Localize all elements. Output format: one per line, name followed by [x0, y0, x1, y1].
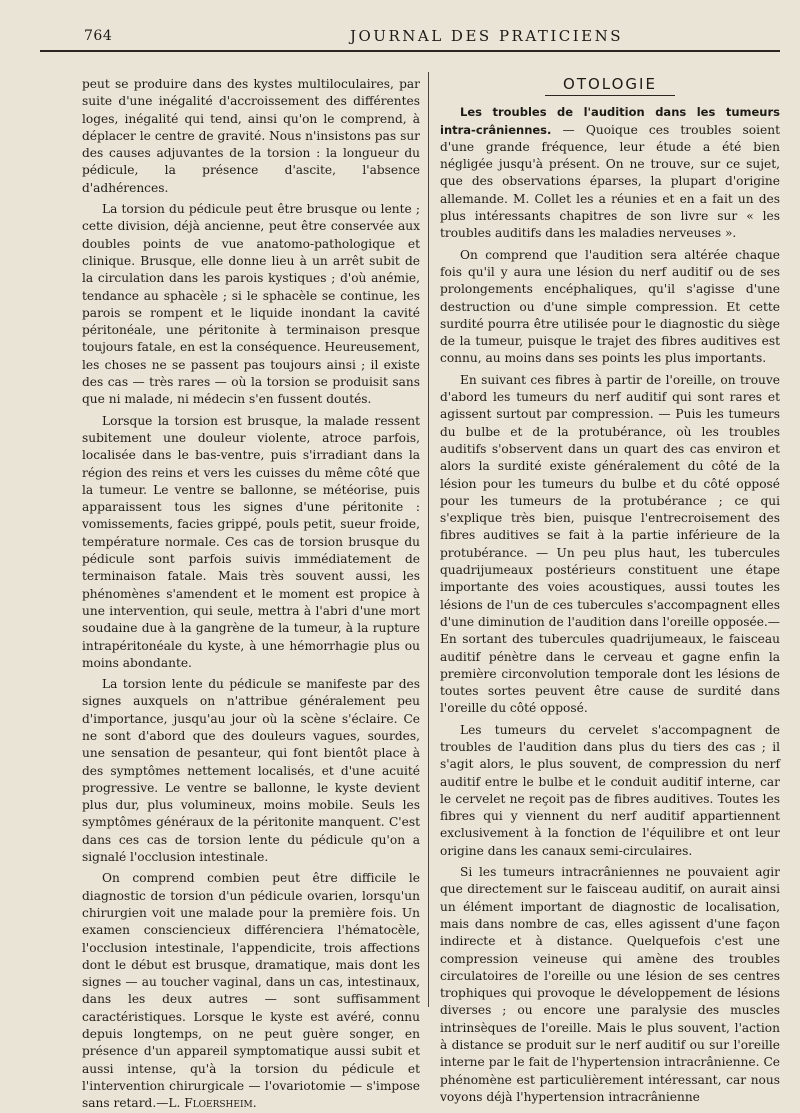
paragraph: On comprend que l'audition sera altérée chaque fois qu'il y aura une lésion du nerf auditif ou de ses prolongements encéphaliques, qu'il s'agisse d'une destruction ou d'une simple compression. Et cette surdité pourra être utilisée pour le diagnostic du siège de la tumeur, puisque le trajet des fibres auditives est connu, au moins dans ses points les plus importants.	[440, 247, 780, 366]
section-title: OTOLOGIE	[545, 76, 675, 96]
paragraph-with-signature	[82, 870, 420, 1112]
paragraph: peut se produire dans des kystes multiloculaires, par suite d'une inégalité d'accroissement des différentes loges, inégalité qui tend, ainsi qu'on le comprend, à déplacer le centre de gravité. Nous n'insistons pas sur des causes adjuvantes de la torsion : la longueur du pédicule, la présence d'ascite, l'absence d'adhérences.	[82, 77, 420, 195]
paragraph: La torsion du pédicule peut être brusque ou lente ; cette division, déjà ancienne, peut être conservée aux doubles points de vue anatomo-pathologique et clinique. Brusque, elle donne lieu à un arrêt subit de la circulation dans les parois kystiques ; d'où anémie, tendance au sphacèle ; si le sphacèle se continue, les parois se rompent et le liquide inondant la cavité péritonéale, une péritonite à terminaison presque toujours fatale, en est la conséquence. Heureusement, les choses ne se passent pas toujours ainsi ; il existe des cas — très rares — où la torsion se produisit sans que ni malade, ni médecin s'en fussent doutés.	[82, 202, 420, 407]
paragraph: On comprend combien peut être difficile le diagnostic de torsion d'un pédicule ovarien, lorsqu'un chirurgien voit une malade pour la première fois. Un examen consciencieux différenciera l'hématocèle, l'occlusion intestinale, l'appendicite, trois affections dont le début est brusque, dramatique, mais dont les signes — au toucher vaginal, dans un cas, intestinaux, dans les deux autres — sont suffisamment caractéristiques. Lorsque le kyste est avéré, connu depuis longtemps, on ne peut guère songer, en présence d'un appareil symptomatique aussi subit et aussi intense, qu'à la torsion du pédicule et l'intervention chirurgicale — l'ovariotomie — s'impose sans retard.—	[82, 871, 420, 1111]
page-header	[40, 24, 780, 52]
paragraph: Si les tumeurs intracrâniennes ne pouvaient agir que directement sur le faisceau auditif, on aurait ainsi un élément important de diagnostic de localisation, mais dans nombre de cas, elles agissent d'une façon indirecte et à distance. Quelquefois c'est une compression veineuse qui amène des troubles circulatoires de l'oreille ou une lésion de ses centres trophiques qui provoque le développement de lésions diverses ; ou encore une paralysie des muscles intrinsèques de l'oreille. Mais le plus souvent, l'action à distance se produit sur le nerf auditif ou sur l'oreille interne par le fait de l'hypertension intracrânienne. Ce phénomène est particulièrement intéressant, car nous voyons déjà l'hypertension intracrânienne	[440, 865, 780, 1104]
paragraph: Lorsque la torsion est brusque, la malade ressent subitement une douleur violente, atroce parfois, localisée dans le bas-ventre, puis s'irradiant dans la région des reins et vers les cuisses du même côté que la tumeur. Le ventre se ballonne, se météorise, puis apparaissent tous les signes d'une péritonite : vomissements, facies grippé, pouls petit, sueur froide, température normale. Ces cas de torsion brusque du pédicule sont parfois suivis immédiatement de terminaison fatale. Mais très souvent aussi, les phénomènes s'amendent et le moment est propice à une intervention, qui seule, mettra à l'abri d'une mort soudaine due à la gangrène de la tumeur, à la rupture intrapéritonéale du kyste, à une hémorrhagie plus ou moins abondante.	[82, 413, 420, 670]
article-title: Les troubles de l'audition dans les tumeurs intra-crâniennes.	[440, 105, 780, 137]
author-signature: L. Floersheim.	[168, 1096, 257, 1111]
paragraph: Les tumeurs du cervelet s'accompagnent de troubles de l'audition dans plus du tiers des cas ; il s'agit alors, le plus souvent, de compression du nerf auditif entre le bulbe et le conduit auditif interne, car le cervelet ne reçoit pas de fibres auditives. Toutes les fibres qui y viennent du nerf auditif appartiennent exclusivement à la fonction de l'équilibre et ont leur origine dans les canaux semi-circulaires.	[440, 722, 780, 858]
article-lead	[440, 104, 780, 242]
journal-title: JOURNAL DES PRATICIENS	[350, 27, 624, 45]
paragraph: — Quoique ces troubles soient d'une grande fréquence, leur étude a été bien négligée jusqu'à présent. On ne trouve, sur ce sujet, que des observations éparses, la plupart d'origine allemande. M. Collet les a réunies et en a fait un des plus intéressants chapitres de son livre sur « les troubles auditifs dans les maladies nerveuses ».	[440, 122, 781, 241]
page-number: 764	[84, 28, 113, 44]
paragraph: La torsion lente du pédicule se manifeste par des signes auxquels on n'attribue généralement peu d'importance, jusqu'au jour où la scène s'éclaire. Ce ne sont d'abord que des douleurs vagues, sourdes, une sensation de pesanteur, qui font bientôt place à des symptômes nettement localisés, et d'une acuité progressive. Le ventre se ballonne, le kyste devient plus dur, plus volumineux, moins mobile. Seuls les symptômes généraux de la péritonite manquent. C'est dans ces cas de torsion lente du pédicule qu'on a signalé l'occlusion intestinale.	[82, 677, 420, 865]
paragraph: En suivant ces fibres à partir de l'oreille, on trouve d'abord les tumeurs du nerf auditif qui sont rares et agissent surtout par compression. — Puis les tumeurs du bulbe et de la protubérance, où les troubles auditifs s'observent dans un quart des cas environ et alors la surdité existe généralement du côté de la lésion pour les tumeurs du bulbe et du côté opposé pour les tumeurs de la protubérance ; ce qui s'explique très bien, puisque l'entrecroisement des fibres auditives se fait à la partie inférieure de la protubérance. — Un peu plus haut, les tubercules quadrijumeaux postérieurs constituent une étape importante des voies acoustiques, aussi toutes les lésions de l'un de ces tubercules s'accompagnent elles d'une diminution de l'audition dans l'oreille opposée.— En sortant des tubercules quadrijumeaux, le faisceau auditif pénètre dans le cerveau et gagne enfin la première circonvolution temporale dont les lésions de toutes sortes peuvent être cause de surdité dans l'oreille du côté opposé.	[440, 372, 780, 716]
left-column	[82, 76, 420, 1113]
column-divider	[428, 72, 429, 1007]
right-column	[440, 76, 780, 1106]
